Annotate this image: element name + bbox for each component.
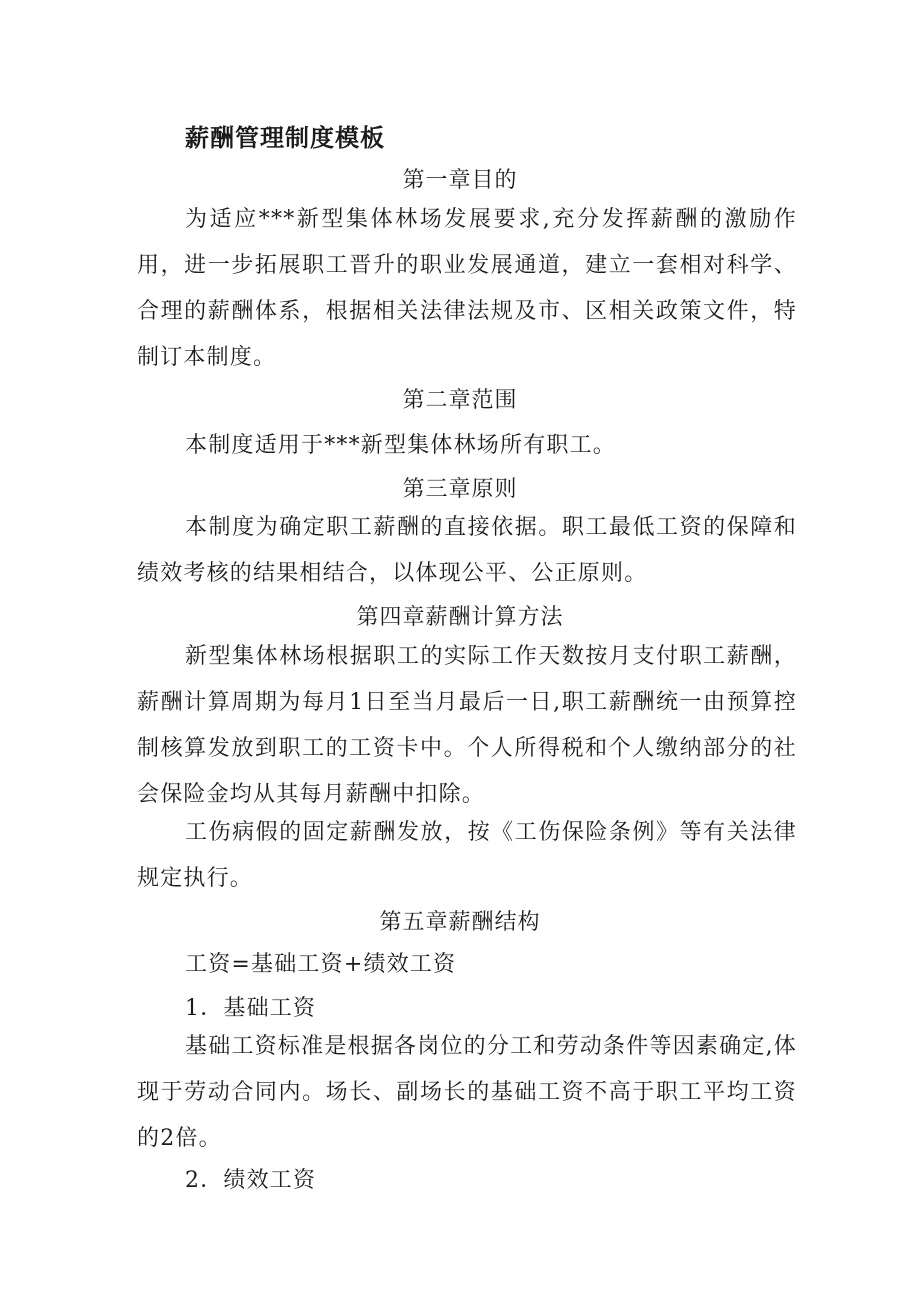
chapter-4-paragraph-2: 工伤病假的固定薪酬发放，按《工伤保险条例》等有关法律规定执行。 <box>137 820 797 891</box>
item-2-title: 2．绩效工资 <box>185 1168 317 1193</box>
chapter-4-heading: 第四章薪酬计算方法 <box>356 605 564 630</box>
chapter-1-paragraph: 为适应***新型集体林场发展要求,充分发挥薪酬的激励作用，进一步拓展职工晋升的职业发展通道，建立一套相对科学、合理的薪酬体系，根据相关法律法规及市、区相关政策文件，特制订本制度。 <box>137 207 797 370</box>
chapter-3-paragraph: 本制度为确定职工薪酬的直接依据。职工最低工资的保障和绩效考核的结果相结合，以体现公平、公正原则。 <box>137 515 797 586</box>
item-1-title: 1．基础工资 <box>185 996 317 1021</box>
chapter-2-paragraph: 本制度适用于***新型集体林场所有职工。 <box>185 433 617 458</box>
chapter-2-heading: 第二章范围 <box>402 388 518 413</box>
chapter-1-heading: 第一章目的 <box>402 168 518 193</box>
chapter-3-heading: 第三章原则 <box>402 477 518 502</box>
item-1-paragraph: 基础工资标准是根据各岗位的分工和劳动条件等因素确定,体现于劳动合同内。场长、副场长的基础工资不高于职工平均工资的2倍。 <box>137 1034 797 1151</box>
chapter-5-heading: 第五章薪酬结构 <box>379 910 541 935</box>
document-title: 薪酬管理制度模板 <box>185 123 385 152</box>
chapter-4-paragraph-1: 新型集体林场根据职工的实际工作天数按月支付职工薪酬，薪酬计算周期为每月1日至当月最后一日,职工薪酬统一由预算控制核算发放到职工的工资卡中。个人所得税和个人缴纳部分的社会保险金均从其每月薪酬中扣除。 <box>137 644 797 807</box>
salary-formula: 工资=基础工资+绩效工资 <box>185 952 457 977</box>
